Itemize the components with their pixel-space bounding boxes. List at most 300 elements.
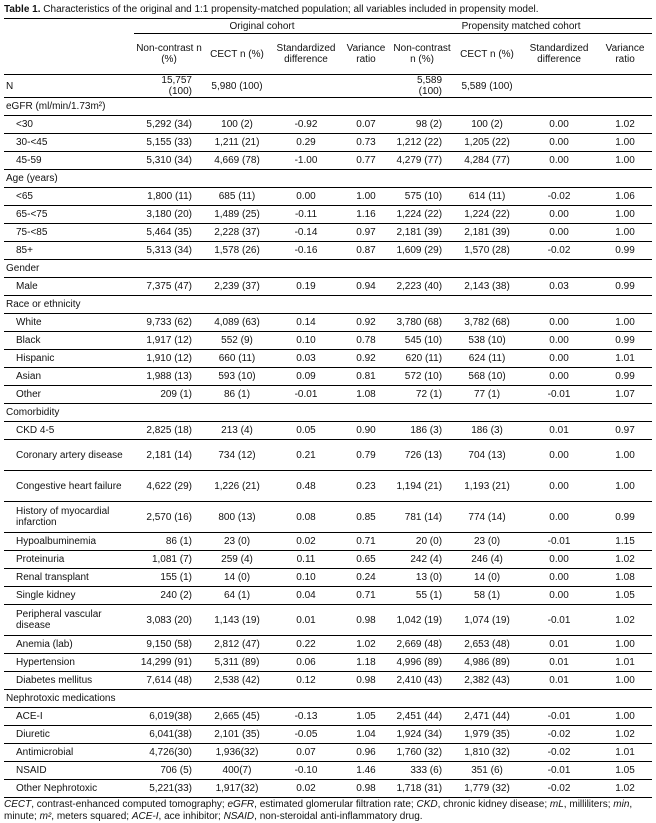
footnote-definition: contrast-enhanced computed tomography xyxy=(36,799,222,810)
cell-original-variance-ratio: 1.02 xyxy=(342,636,390,654)
section-label: Race or ethnicity xyxy=(4,296,652,314)
cell-original-variance-ratio: 0.81 xyxy=(342,368,390,386)
footnote-abbreviation: CECT xyxy=(4,799,32,810)
cell-matched-std-diff: -0.01 xyxy=(520,533,598,551)
cell-original-std-diff: -0.13 xyxy=(270,708,342,726)
cell-matched-std-diff: 0.00 xyxy=(520,440,598,471)
cell-matched-variance-ratio: 1.00 xyxy=(598,708,652,726)
cell-matched-cect: 351 (6) xyxy=(454,762,520,780)
group-matched-cohort: Propensity matched cohort xyxy=(390,19,652,34)
table-row xyxy=(4,422,652,440)
section-row xyxy=(4,296,652,314)
section-row xyxy=(4,260,652,278)
table-caption-label: Table 1. xyxy=(4,4,41,15)
cell-matched-noncontrast: 572 (10) xyxy=(390,368,454,386)
row-label: Proteinuria xyxy=(4,551,134,569)
cell-matched-noncontrast: 98 (2) xyxy=(390,116,454,134)
cell-matched-variance-ratio: 0.99 xyxy=(598,502,652,533)
column-header-row xyxy=(4,34,652,75)
cell-original-cect: 5,311 (89) xyxy=(204,654,270,672)
col-matched-variance-ratio: Variance ratio xyxy=(598,34,652,75)
row-label: Single kidney xyxy=(4,587,134,605)
row-label: <30 xyxy=(4,116,134,134)
cell-original-std-diff: 0.10 xyxy=(270,332,342,350)
cell-matched-variance-ratio: 1.00 xyxy=(598,314,652,332)
table-row xyxy=(4,224,652,242)
cell-matched-std-diff: -0.02 xyxy=(520,188,598,206)
cell-matched-std-diff: -0.01 xyxy=(520,708,598,726)
cell-matched-variance-ratio: 0.99 xyxy=(598,368,652,386)
cell-original-variance-ratio xyxy=(342,75,390,98)
table-row xyxy=(4,502,652,533)
cell-matched-cect: 2,143 (38) xyxy=(454,278,520,296)
cell-original-cect: 685 (11) xyxy=(204,188,270,206)
cell-matched-std-diff: 0.00 xyxy=(520,224,598,242)
cell-matched-variance-ratio: 1.01 xyxy=(598,744,652,762)
cell-original-noncontrast: 5,155 (33) xyxy=(134,134,204,152)
cell-original-std-diff: 0.22 xyxy=(270,636,342,654)
cell-matched-noncontrast: 55 (1) xyxy=(390,587,454,605)
cell-original-std-diff: 0.03 xyxy=(270,350,342,368)
cell-matched-cect: 1,193 (21) xyxy=(454,471,520,502)
cell-matched-variance-ratio xyxy=(598,75,652,98)
cell-matched-cect: 704 (13) xyxy=(454,440,520,471)
footnote-abbreviation: ACE-I xyxy=(131,811,159,822)
cell-matched-noncontrast: 1,042 (19) xyxy=(390,605,454,636)
cell-original-variance-ratio: 0.23 xyxy=(342,471,390,502)
cell-matched-variance-ratio: 1.00 xyxy=(598,134,652,152)
cell-original-cect: 259 (4) xyxy=(204,551,270,569)
footnote-definition: non-steroidal anti-inflammatory drug xyxy=(259,811,420,822)
cell-matched-std-diff: 0.00 xyxy=(520,350,598,368)
cell-matched-noncontrast: 2,223 (40) xyxy=(390,278,454,296)
cell-matched-cect: 1,779 (32) xyxy=(454,780,520,798)
cell-original-noncontrast: 4,726(30) xyxy=(134,744,204,762)
cell-original-noncontrast: 5,310 (34) xyxy=(134,152,204,170)
cell-original-std-diff: 0.12 xyxy=(270,672,342,690)
cell-original-std-diff: 0.04 xyxy=(270,587,342,605)
cell-matched-cect: 1,224 (22) xyxy=(454,206,520,224)
table-row xyxy=(4,242,652,260)
cell-original-variance-ratio: 0.96 xyxy=(342,744,390,762)
cell-matched-std-diff: -0.01 xyxy=(520,386,598,404)
row-label: 75-<85 xyxy=(4,224,134,242)
row-label: Hispanic xyxy=(4,350,134,368)
cell-original-noncontrast: 3,083 (20) xyxy=(134,605,204,636)
cell-original-noncontrast: 240 (2) xyxy=(134,587,204,605)
cell-matched-cect: 4,986 (89) xyxy=(454,654,520,672)
row-label: Peripheral vascular disease xyxy=(4,605,134,636)
cell-matched-std-diff: 0.00 xyxy=(520,569,598,587)
cell-matched-cect: 5,589 (100) xyxy=(454,75,520,98)
cell-original-cect: 660 (11) xyxy=(204,350,270,368)
cell-matched-variance-ratio: 1.00 xyxy=(598,636,652,654)
cell-matched-cect: 774 (14) xyxy=(454,502,520,533)
section-label: Gender xyxy=(4,260,652,278)
cell-original-cect: 4,089 (63) xyxy=(204,314,270,332)
col-original-noncontrast: Non-contrast n (%) xyxy=(134,34,204,75)
cell-matched-std-diff: 0.00 xyxy=(520,134,598,152)
cell-original-std-diff: 0.01 xyxy=(270,605,342,636)
cell-matched-variance-ratio: 1.00 xyxy=(598,206,652,224)
cell-original-noncontrast: 5,313 (34) xyxy=(134,242,204,260)
cell-matched-noncontrast: 620 (11) xyxy=(390,350,454,368)
cell-original-cect: 1,489 (25) xyxy=(204,206,270,224)
cell-matched-variance-ratio: 1.01 xyxy=(598,350,652,368)
footnote-abbreviation: min xyxy=(613,799,630,810)
cell-matched-noncontrast: 186 (3) xyxy=(390,422,454,440)
table-row xyxy=(4,350,652,368)
cell-matched-std-diff: -0.01 xyxy=(520,605,598,636)
cell-matched-noncontrast: 4,996 (89) xyxy=(390,654,454,672)
cell-original-variance-ratio: 0.71 xyxy=(342,587,390,605)
cell-matched-variance-ratio: 1.15 xyxy=(598,533,652,551)
cell-matched-variance-ratio: 1.02 xyxy=(598,551,652,569)
cell-original-std-diff: -0.05 xyxy=(270,726,342,744)
cell-matched-std-diff: 0.00 xyxy=(520,368,598,386)
cell-original-variance-ratio: 1.46 xyxy=(342,762,390,780)
characteristics-table xyxy=(4,18,652,798)
cell-matched-variance-ratio: 1.08 xyxy=(598,569,652,587)
cell-original-std-diff: 0.09 xyxy=(270,368,342,386)
table-row xyxy=(4,744,652,762)
group-header-row xyxy=(4,19,652,34)
footnote-definition: chronic kidney disease xyxy=(443,799,545,810)
cell-matched-noncontrast: 333 (6) xyxy=(390,762,454,780)
cell-matched-cect: 1,810 (32) xyxy=(454,744,520,762)
footnote-abbreviation: CKD xyxy=(416,799,438,810)
section-label: eGFR (ml/min/1.73m²) xyxy=(4,98,652,116)
row-label: Coronary artery disease xyxy=(4,440,134,471)
cell-matched-variance-ratio: 1.05 xyxy=(598,587,652,605)
cell-matched-std-diff: -0.01 xyxy=(520,762,598,780)
cell-original-noncontrast: 7,375 (47) xyxy=(134,278,204,296)
row-label: 85+ xyxy=(4,242,134,260)
cell-original-variance-ratio: 0.87 xyxy=(342,242,390,260)
footnote-abbreviation: eGFR xyxy=(227,799,255,810)
cell-matched-variance-ratio: 1.05 xyxy=(598,762,652,780)
footnote-abbreviation: m² xyxy=(39,811,52,822)
cell-matched-std-diff: -0.02 xyxy=(520,242,598,260)
row-label: Hypertension xyxy=(4,654,134,672)
row-label: Hypoalbuminemia xyxy=(4,533,134,551)
cell-original-cect: 14 (0) xyxy=(204,569,270,587)
cell-original-std-diff: -0.11 xyxy=(270,206,342,224)
cell-original-noncontrast: 2,181 (14) xyxy=(134,440,204,471)
cell-matched-variance-ratio: 1.01 xyxy=(598,654,652,672)
table-row xyxy=(4,188,652,206)
footnote-abbreviation: NSAID xyxy=(223,811,255,822)
cell-original-variance-ratio: 0.73 xyxy=(342,134,390,152)
cell-original-cect: 2,239 (37) xyxy=(204,278,270,296)
cell-original-std-diff: -0.10 xyxy=(270,762,342,780)
cell-matched-cect: 246 (4) xyxy=(454,551,520,569)
cell-matched-std-diff: -0.02 xyxy=(520,726,598,744)
cell-original-variance-ratio: 1.05 xyxy=(342,708,390,726)
cell-original-variance-ratio: 1.08 xyxy=(342,386,390,404)
cell-original-noncontrast: 1,910 (12) xyxy=(134,350,204,368)
cell-original-std-diff: 0.29 xyxy=(270,134,342,152)
cell-matched-variance-ratio: 1.00 xyxy=(598,224,652,242)
cell-original-cect: 593 (10) xyxy=(204,368,270,386)
cell-matched-cect: 1,074 (19) xyxy=(454,605,520,636)
cell-original-std-diff: -0.92 xyxy=(270,116,342,134)
cell-original-cect: 1,226 (21) xyxy=(204,471,270,502)
table-row xyxy=(4,386,652,404)
table-row xyxy=(4,672,652,690)
cell-matched-std-diff: 0.03 xyxy=(520,278,598,296)
row-label: Congestive heart failure xyxy=(4,471,134,502)
cell-original-noncontrast: 6,019(38) xyxy=(134,708,204,726)
cell-original-std-diff: 0.11 xyxy=(270,551,342,569)
cell-original-variance-ratio: 0.79 xyxy=(342,440,390,471)
cell-original-std-diff: 0.14 xyxy=(270,314,342,332)
cell-original-variance-ratio: 1.04 xyxy=(342,726,390,744)
cell-matched-noncontrast: 2,410 (43) xyxy=(390,672,454,690)
cell-matched-noncontrast: 2,181 (39) xyxy=(390,224,454,242)
cell-matched-noncontrast: 72 (1) xyxy=(390,386,454,404)
cell-original-noncontrast: 2,570 (16) xyxy=(134,502,204,533)
cell-original-std-diff: 0.10 xyxy=(270,569,342,587)
cell-original-std-diff: 0.02 xyxy=(270,533,342,551)
table-row xyxy=(4,368,652,386)
cell-matched-noncontrast: 545 (10) xyxy=(390,332,454,350)
cell-original-variance-ratio: 1.18 xyxy=(342,654,390,672)
table-caption-text: Characteristics of the original and 1:1 propensity-matched population; all variables included in propensity model. xyxy=(43,4,539,15)
table-row xyxy=(4,780,652,798)
table-caption xyxy=(4,4,652,16)
cell-original-noncontrast: 2,825 (18) xyxy=(134,422,204,440)
cell-original-std-diff: 0.48 xyxy=(270,471,342,502)
footnote-definition: minute xyxy=(4,811,35,822)
cell-original-cect: 800 (13) xyxy=(204,502,270,533)
footnote-abbreviation: mL xyxy=(549,799,564,810)
cell-matched-std-diff: 0.00 xyxy=(520,551,598,569)
footnote-definition: milliliters xyxy=(569,799,608,810)
column-header-blank xyxy=(4,34,134,75)
cell-matched-noncontrast: 13 (0) xyxy=(390,569,454,587)
cell-matched-variance-ratio: 1.07 xyxy=(598,386,652,404)
section-row xyxy=(4,690,652,708)
cell-matched-cect: 2,181 (39) xyxy=(454,224,520,242)
cell-matched-cect: 3,782 (68) xyxy=(454,314,520,332)
row-label: ACE-I xyxy=(4,708,134,726)
row-label: Black xyxy=(4,332,134,350)
cell-matched-variance-ratio: 0.99 xyxy=(598,242,652,260)
cell-matched-variance-ratio: 1.00 xyxy=(598,440,652,471)
cell-matched-std-diff: 0.00 xyxy=(520,471,598,502)
cell-original-variance-ratio: 0.71 xyxy=(342,533,390,551)
row-label: Diabetes mellitus xyxy=(4,672,134,690)
cell-matched-noncontrast: 726 (13) xyxy=(390,440,454,471)
cell-matched-variance-ratio: 1.00 xyxy=(598,672,652,690)
table-row xyxy=(4,314,652,332)
row-label: Other Nephrotoxic xyxy=(4,780,134,798)
col-matched-noncontrast: Non-contrast n (%) xyxy=(390,34,454,75)
table-row xyxy=(4,708,652,726)
cell-original-cect: 2,538 (42) xyxy=(204,672,270,690)
table-row xyxy=(4,440,652,471)
cell-original-variance-ratio: 0.85 xyxy=(342,502,390,533)
cell-matched-cect: 614 (11) xyxy=(454,188,520,206)
cell-matched-std-diff: 0.00 xyxy=(520,116,598,134)
cell-matched-variance-ratio: 1.06 xyxy=(598,188,652,206)
cell-original-cect: 2,812 (47) xyxy=(204,636,270,654)
cell-matched-cect: 2,653 (48) xyxy=(454,636,520,654)
cell-original-variance-ratio: 1.00 xyxy=(342,188,390,206)
cell-original-std-diff: 0.06 xyxy=(270,654,342,672)
cell-matched-cect: 77 (1) xyxy=(454,386,520,404)
row-label: Other xyxy=(4,386,134,404)
cell-original-variance-ratio: 0.92 xyxy=(342,314,390,332)
cell-original-std-diff: 0.21 xyxy=(270,440,342,471)
cell-matched-std-diff: 0.00 xyxy=(520,332,598,350)
cell-original-variance-ratio: 0.65 xyxy=(342,551,390,569)
table-row xyxy=(4,762,652,780)
section-label: Comorbidity xyxy=(4,404,652,422)
cell-matched-variance-ratio: 0.99 xyxy=(598,278,652,296)
row-label: Asian xyxy=(4,368,134,386)
cell-original-variance-ratio: 0.07 xyxy=(342,116,390,134)
cell-original-variance-ratio: 0.24 xyxy=(342,569,390,587)
cell-original-noncontrast: 1,081 (7) xyxy=(134,551,204,569)
cell-matched-cect: 2,382 (43) xyxy=(454,672,520,690)
cell-matched-cect: 1,570 (28) xyxy=(454,242,520,260)
cell-original-noncontrast: 5,464 (35) xyxy=(134,224,204,242)
cell-matched-variance-ratio: 1.02 xyxy=(598,780,652,798)
cell-matched-noncontrast: 4,279 (77) xyxy=(390,152,454,170)
cell-original-noncontrast: 9,150 (58) xyxy=(134,636,204,654)
cell-matched-std-diff: 0.01 xyxy=(520,636,598,654)
cell-matched-cect: 58 (1) xyxy=(454,587,520,605)
cell-original-noncontrast: 1,800 (11) xyxy=(134,188,204,206)
cell-original-cect: 2,665 (45) xyxy=(204,708,270,726)
footnote-definition: estimated glomerular filtration rate xyxy=(259,799,411,810)
cell-matched-std-diff: 0.01 xyxy=(520,654,598,672)
cell-matched-std-diff: 0.01 xyxy=(520,672,598,690)
cell-matched-cect: 14 (0) xyxy=(454,569,520,587)
cell-original-variance-ratio: 0.78 xyxy=(342,332,390,350)
cell-original-cect: 5,980 (100) xyxy=(204,75,270,98)
cell-original-noncontrast: 15,757 (100) xyxy=(134,75,204,98)
cell-original-noncontrast: 86 (1) xyxy=(134,533,204,551)
col-original-cect: CECT n (%) xyxy=(204,34,270,75)
table-row xyxy=(4,278,652,296)
cell-original-variance-ratio: 0.98 xyxy=(342,605,390,636)
cell-matched-std-diff: 0.00 xyxy=(520,152,598,170)
cell-original-std-diff xyxy=(270,75,342,98)
cell-matched-noncontrast: 575 (10) xyxy=(390,188,454,206)
cell-original-noncontrast: 4,622 (29) xyxy=(134,471,204,502)
footnote-definition: meters squared xyxy=(56,811,127,822)
table-row xyxy=(4,569,652,587)
group-header-blank xyxy=(4,19,134,34)
cell-matched-noncontrast: 3,780 (68) xyxy=(390,314,454,332)
cell-matched-noncontrast: 1,224 (22) xyxy=(390,206,454,224)
cell-original-std-diff: -1.00 xyxy=(270,152,342,170)
cell-matched-std-diff xyxy=(520,75,598,98)
cell-original-variance-ratio: 0.97 xyxy=(342,224,390,242)
row-label: 45-59 xyxy=(4,152,134,170)
cell-original-variance-ratio: 0.98 xyxy=(342,672,390,690)
cell-original-variance-ratio: 1.16 xyxy=(342,206,390,224)
row-label: Male xyxy=(4,278,134,296)
cell-original-cect: 552 (9) xyxy=(204,332,270,350)
section-label: Nephrotoxic medications xyxy=(4,690,652,708)
col-original-std-diff: Standardized difference xyxy=(270,34,342,75)
cell-matched-noncontrast: 5,589 (100) xyxy=(390,75,454,98)
row-label: History of myocardial infarction xyxy=(4,502,134,533)
table-row xyxy=(4,152,652,170)
cell-original-cect: 2,101 (35) xyxy=(204,726,270,744)
col-matched-cect: CECT n (%) xyxy=(454,34,520,75)
cell-original-noncontrast: 14,299 (91) xyxy=(134,654,204,672)
cell-original-std-diff: 0.07 xyxy=(270,744,342,762)
cell-matched-noncontrast: 1,212 (22) xyxy=(390,134,454,152)
cell-matched-noncontrast: 242 (4) xyxy=(390,551,454,569)
cell-original-cect: 86 (1) xyxy=(204,386,270,404)
cell-original-cect: 64 (1) xyxy=(204,587,270,605)
cell-original-cect: 1,211 (21) xyxy=(204,134,270,152)
cell-original-cect: 400(7) xyxy=(204,762,270,780)
cell-matched-variance-ratio: 0.99 xyxy=(598,332,652,350)
cell-original-cect: 4,669 (78) xyxy=(204,152,270,170)
row-label: Antimicrobial xyxy=(4,744,134,762)
cell-original-noncontrast: 706 (5) xyxy=(134,762,204,780)
section-row xyxy=(4,404,652,422)
cell-original-variance-ratio: 0.90 xyxy=(342,422,390,440)
row-label: Anemia (lab) xyxy=(4,636,134,654)
table-row xyxy=(4,332,652,350)
cell-original-std-diff: 0.19 xyxy=(270,278,342,296)
cell-original-noncontrast: 1,988 (13) xyxy=(134,368,204,386)
cell-matched-noncontrast: 2,669 (48) xyxy=(390,636,454,654)
table-footnote: CECT, contrast-enhanced computed tomography; eGFR, estimated glomerular filtration rate; CKD, chronic kidney disease; mL, milliliters; min, minute; m², meters squared; ACE-I, ace inhibitor; NSAID, non-steroidal anti-inflammatory drug. xyxy=(4,799,633,822)
table-row xyxy=(4,75,652,98)
section-row xyxy=(4,98,652,116)
cell-original-cect: 1,578 (26) xyxy=(204,242,270,260)
cell-original-std-diff: 0.05 xyxy=(270,422,342,440)
cell-matched-noncontrast: 1,609 (29) xyxy=(390,242,454,260)
table-row xyxy=(4,551,652,569)
col-original-variance-ratio: Variance ratio xyxy=(342,34,390,75)
section-label: Age (years) xyxy=(4,170,652,188)
cell-matched-noncontrast: 1,194 (21) xyxy=(390,471,454,502)
cell-matched-noncontrast: 2,451 (44) xyxy=(390,708,454,726)
cell-original-cect: 1,917(32) xyxy=(204,780,270,798)
table-row xyxy=(4,605,652,636)
table-body xyxy=(4,75,652,798)
table-row xyxy=(4,636,652,654)
cell-matched-std-diff: 0.00 xyxy=(520,587,598,605)
cell-original-cect: 100 (2) xyxy=(204,116,270,134)
cell-original-std-diff: 0.02 xyxy=(270,780,342,798)
cell-matched-noncontrast: 1,760 (32) xyxy=(390,744,454,762)
col-matched-std-diff: Standardized difference xyxy=(520,34,598,75)
section-row xyxy=(4,170,652,188)
cell-original-cect: 1,936(32) xyxy=(204,744,270,762)
cell-matched-variance-ratio: 1.00 xyxy=(598,152,652,170)
cell-original-noncontrast: 9,733 (62) xyxy=(134,314,204,332)
cell-original-std-diff: -0.14 xyxy=(270,224,342,242)
cell-original-variance-ratio: 0.98 xyxy=(342,780,390,798)
cell-original-noncontrast: 1,917 (12) xyxy=(134,332,204,350)
table-row xyxy=(4,116,652,134)
cell-matched-variance-ratio: 1.02 xyxy=(598,726,652,744)
cell-original-noncontrast: 155 (1) xyxy=(134,569,204,587)
cell-matched-cect: 624 (11) xyxy=(454,350,520,368)
cell-original-std-diff: -0.16 xyxy=(270,242,342,260)
